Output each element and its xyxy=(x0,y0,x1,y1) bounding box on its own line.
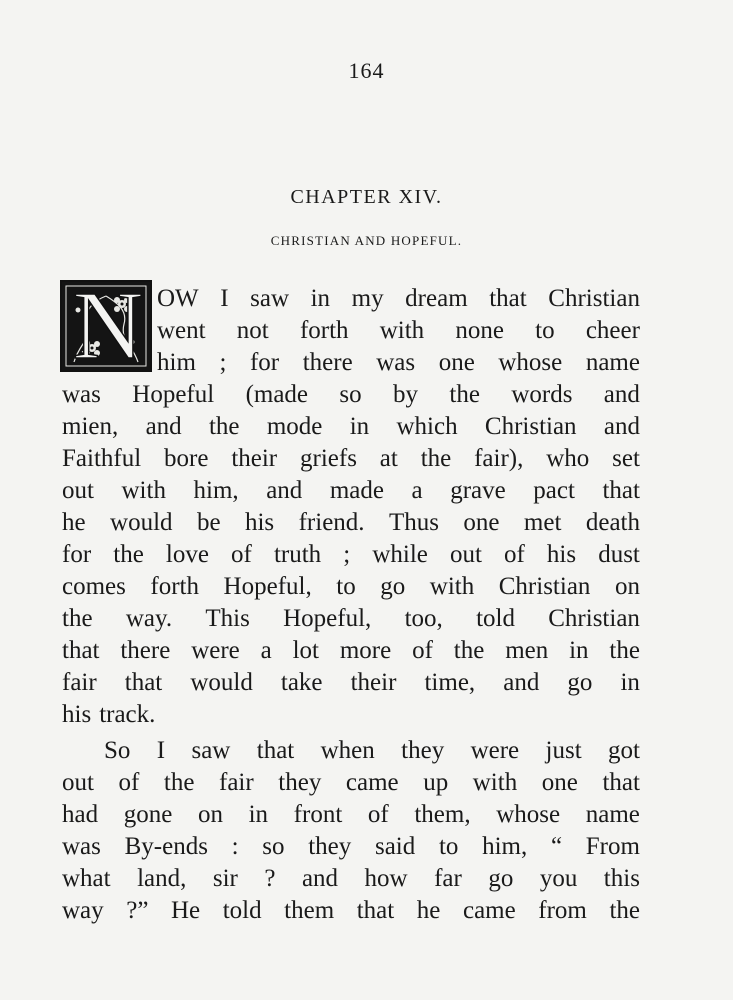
word: and xyxy=(301,865,339,892)
word: ?” xyxy=(126,897,149,924)
text-line xyxy=(62,863,640,895)
text-line xyxy=(62,799,640,831)
word: would xyxy=(110,509,173,536)
word: the xyxy=(609,897,640,924)
text-line xyxy=(62,443,640,475)
word: had xyxy=(62,801,99,828)
word: and xyxy=(603,413,640,440)
word: by xyxy=(393,381,419,408)
page-number: 164 xyxy=(348,58,385,83)
word: (made xyxy=(245,381,309,408)
word: this xyxy=(603,865,640,892)
chapter-title: CHAPTER XIV. xyxy=(290,186,443,208)
word: one xyxy=(463,509,500,536)
text-line xyxy=(62,895,640,927)
word: So xyxy=(104,737,131,764)
word: in xyxy=(620,669,640,696)
word: in xyxy=(248,801,269,828)
word: came xyxy=(345,769,399,796)
word: they xyxy=(401,737,445,764)
word: their xyxy=(350,669,397,696)
word: out xyxy=(62,477,94,504)
word: with xyxy=(429,573,475,600)
word: way xyxy=(62,897,104,924)
word: you xyxy=(539,865,578,892)
word: and xyxy=(266,477,303,504)
word: there xyxy=(120,637,171,664)
word: the xyxy=(420,445,452,472)
word: set xyxy=(612,445,640,472)
word: with xyxy=(379,317,425,344)
word: Christian xyxy=(548,605,640,632)
word: him xyxy=(157,349,196,376)
text-line xyxy=(62,571,640,603)
word: too, xyxy=(404,605,443,632)
word: Hopeful, xyxy=(223,573,312,600)
word: Hopeful xyxy=(132,381,215,408)
word: Thus xyxy=(388,509,439,536)
word: how xyxy=(364,865,408,892)
word: none xyxy=(455,317,504,344)
word: I xyxy=(220,285,229,312)
word: forth xyxy=(299,317,349,344)
word: whose xyxy=(496,801,561,828)
word: what xyxy=(62,865,111,892)
word: to xyxy=(438,833,459,860)
word: up xyxy=(423,769,449,796)
word: mode xyxy=(266,413,323,440)
word: the xyxy=(449,381,480,408)
word: cheer xyxy=(585,317,640,344)
word: that xyxy=(124,669,163,696)
word: went xyxy=(157,317,206,344)
word: just xyxy=(545,737,582,764)
word: fair xyxy=(62,669,97,696)
word: so xyxy=(262,833,285,860)
word: way. xyxy=(125,605,173,632)
text-line xyxy=(62,539,640,571)
word: front xyxy=(293,801,343,828)
word: By-ends xyxy=(124,833,208,860)
word: He xyxy=(170,897,201,924)
word: time, xyxy=(424,669,476,696)
word: dream xyxy=(405,285,468,312)
word: met xyxy=(523,509,562,536)
word: OW xyxy=(157,285,199,312)
word: which xyxy=(396,413,458,440)
word: the xyxy=(208,413,240,440)
word: with xyxy=(472,769,518,796)
word: the xyxy=(163,769,195,796)
word: love xyxy=(165,541,209,568)
text-line xyxy=(62,379,640,411)
word: them, xyxy=(414,801,471,828)
word: he xyxy=(416,897,441,924)
word: at xyxy=(379,445,398,472)
word: fair), xyxy=(474,445,524,472)
text-line xyxy=(62,767,640,799)
word: fair xyxy=(219,769,254,796)
word: more xyxy=(339,637,392,664)
word: of xyxy=(504,541,525,568)
word: forth xyxy=(150,573,200,600)
word: in xyxy=(569,637,589,664)
drop-cap-letter: N xyxy=(72,280,144,372)
word: land, xyxy=(137,865,187,892)
word: to xyxy=(336,573,356,600)
text-line xyxy=(157,315,640,347)
word: on xyxy=(614,573,640,600)
word: From xyxy=(585,833,640,860)
text-line xyxy=(62,475,640,507)
text-line xyxy=(157,283,640,315)
word: take xyxy=(280,669,323,696)
word: told xyxy=(222,897,262,924)
word: the xyxy=(62,605,93,632)
word: go xyxy=(488,865,514,892)
word: and xyxy=(603,381,640,408)
word: were xyxy=(470,737,520,764)
word: of xyxy=(412,637,433,664)
text-line xyxy=(62,411,640,443)
word: and xyxy=(145,413,182,440)
word: that xyxy=(356,897,395,924)
word: ; xyxy=(343,541,351,568)
chapter-subtitle: CHRISTIAN AND HOPEFUL. xyxy=(270,233,463,248)
word: griefs xyxy=(300,445,357,472)
word: mien, xyxy=(62,413,119,440)
word: name xyxy=(585,801,640,828)
word: of xyxy=(118,769,140,796)
word: out xyxy=(62,769,94,796)
word: there xyxy=(302,349,353,376)
word: saw xyxy=(250,285,290,312)
word: bore xyxy=(164,445,209,472)
word: made xyxy=(329,477,384,504)
word: pact xyxy=(533,477,575,504)
word: the xyxy=(453,637,485,664)
word: in xyxy=(349,413,370,440)
word: This xyxy=(205,605,250,632)
word: Christian xyxy=(498,573,591,600)
text-line xyxy=(62,667,640,699)
word: was xyxy=(62,381,101,408)
word: from xyxy=(538,897,587,924)
word: ; xyxy=(219,349,227,376)
word: would xyxy=(190,669,253,696)
word: that xyxy=(602,477,640,504)
word: that xyxy=(489,285,527,312)
word: was xyxy=(62,833,101,860)
word: them xyxy=(284,897,335,924)
word: him, xyxy=(482,833,528,860)
word: grave xyxy=(450,477,506,504)
word: men xyxy=(505,637,549,664)
word: “ xyxy=(550,833,563,860)
word: truth xyxy=(273,541,322,568)
text-line xyxy=(62,699,155,731)
word: death xyxy=(585,509,640,536)
word: that xyxy=(602,769,640,796)
word: told xyxy=(476,605,515,632)
word: that xyxy=(256,737,295,764)
word: while xyxy=(372,541,428,568)
text-line xyxy=(62,831,640,863)
word: the xyxy=(609,637,640,664)
word: him, xyxy=(193,477,239,504)
word: when xyxy=(320,737,375,764)
word: a xyxy=(260,637,272,664)
ornamental-drop-cap xyxy=(60,280,152,372)
word: a xyxy=(411,477,423,504)
word: of xyxy=(367,801,389,828)
word: I xyxy=(156,737,166,764)
word: ? xyxy=(264,865,276,892)
word: so xyxy=(339,381,362,408)
word: sir xyxy=(212,865,238,892)
word: with xyxy=(121,477,166,504)
word: go xyxy=(380,573,406,600)
word: Christian xyxy=(548,285,640,312)
word: not xyxy=(236,317,269,344)
word: the xyxy=(113,541,144,568)
word: name xyxy=(585,349,640,376)
word: : xyxy=(231,833,239,860)
word: he xyxy=(62,509,86,536)
word: his xyxy=(62,701,92,728)
word: dust xyxy=(598,541,640,568)
word: and xyxy=(503,669,540,696)
word: far xyxy=(434,865,462,892)
word: friend. xyxy=(298,509,365,536)
word: Christian xyxy=(484,413,577,440)
word: that xyxy=(62,637,100,664)
word: their xyxy=(231,445,278,472)
word: was xyxy=(376,349,416,376)
word: gone xyxy=(123,801,173,828)
text-line xyxy=(62,507,640,539)
word: got xyxy=(608,737,640,764)
word: in xyxy=(310,285,331,312)
word: to xyxy=(535,317,555,344)
word: said xyxy=(374,833,416,860)
word: one xyxy=(541,769,578,796)
word: my xyxy=(351,285,384,312)
word: one xyxy=(438,349,475,376)
word: be xyxy=(196,509,221,536)
word: on xyxy=(197,801,223,828)
word: words xyxy=(511,381,573,408)
word: lot xyxy=(292,637,319,664)
word: of xyxy=(231,541,252,568)
word: track. xyxy=(99,701,156,728)
word: go xyxy=(567,669,593,696)
word: they xyxy=(308,833,352,860)
word: for xyxy=(62,541,92,568)
word: Hopeful, xyxy=(283,605,372,632)
word: comes xyxy=(62,573,126,600)
word: for xyxy=(249,349,280,376)
text-line xyxy=(62,603,640,635)
word: out xyxy=(449,541,482,568)
word: his xyxy=(244,509,275,536)
word: who xyxy=(546,445,590,472)
word: Faithful xyxy=(62,445,142,472)
word: his xyxy=(546,541,577,568)
text-line xyxy=(62,635,640,667)
word: they xyxy=(278,769,322,796)
text-line xyxy=(104,735,640,767)
word: whose xyxy=(498,349,563,376)
word: came xyxy=(462,897,516,924)
text-line xyxy=(157,347,640,379)
word: were xyxy=(191,637,240,664)
word: saw xyxy=(191,737,231,764)
